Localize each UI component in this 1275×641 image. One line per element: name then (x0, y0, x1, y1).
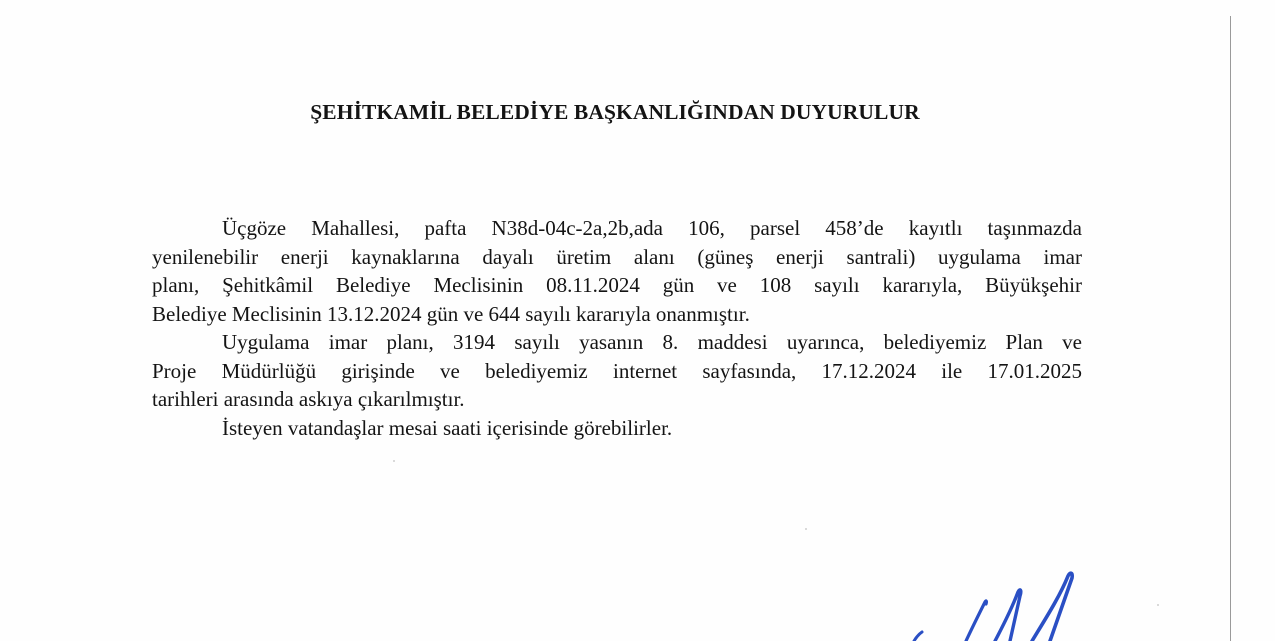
scan-speck (393, 460, 395, 462)
body-line: Belediye Meclisinin 13.12.2024 gün ve 644 sayılı kararıyla onanmıştır. (152, 301, 750, 326)
page-edge-divider (1230, 16, 1231, 641)
body-line: tarihleri arasında askıya çıkarılmıştır. (152, 387, 465, 411)
body-line: İsteyen vatandaşlar mesai saati içerisinde görebilirler. (222, 415, 673, 440)
scan-speck (805, 528, 807, 530)
announcement-body (152, 214, 1082, 442)
paragraph-approval (152, 214, 1082, 328)
body-line: Proje Müdürlüğü girişinde ve belediyemiz internet sayfasında, 17.12.2024 ile 17.01.2025 (152, 358, 1082, 383)
signature-ink (900, 560, 1100, 641)
paragraph-display-period (152, 328, 1082, 414)
body-line: yenilenebilir enerji kaynaklarına dayalı üretim alanı (güneş enerji santrali) uygulama imar (152, 244, 1082, 269)
body-line: Üçgöze Mahallesi, pafta N38d-04c-2a,2b,ada 106, parsel 458’de kayıtlı taşınmazda (222, 216, 1082, 240)
paragraph-viewing-info (152, 414, 1082, 443)
body-line: planı, Şehitkâmil Belediye Meclisinin 08.11.2024 gün ve 108 sayılı kararıyla, Büyükşehir (152, 273, 1082, 297)
announcement-title: ŞEHİTKAMİL BELEDİYE BAŞKANLIĞINDAN DUYURULUR (310, 100, 920, 124)
body-line: Uygulama imar planı, 3194 sayılı yasanın 8. maddesi uyarınca, belediyemiz Plan ve (222, 330, 1082, 354)
scan-speck (1157, 604, 1159, 606)
